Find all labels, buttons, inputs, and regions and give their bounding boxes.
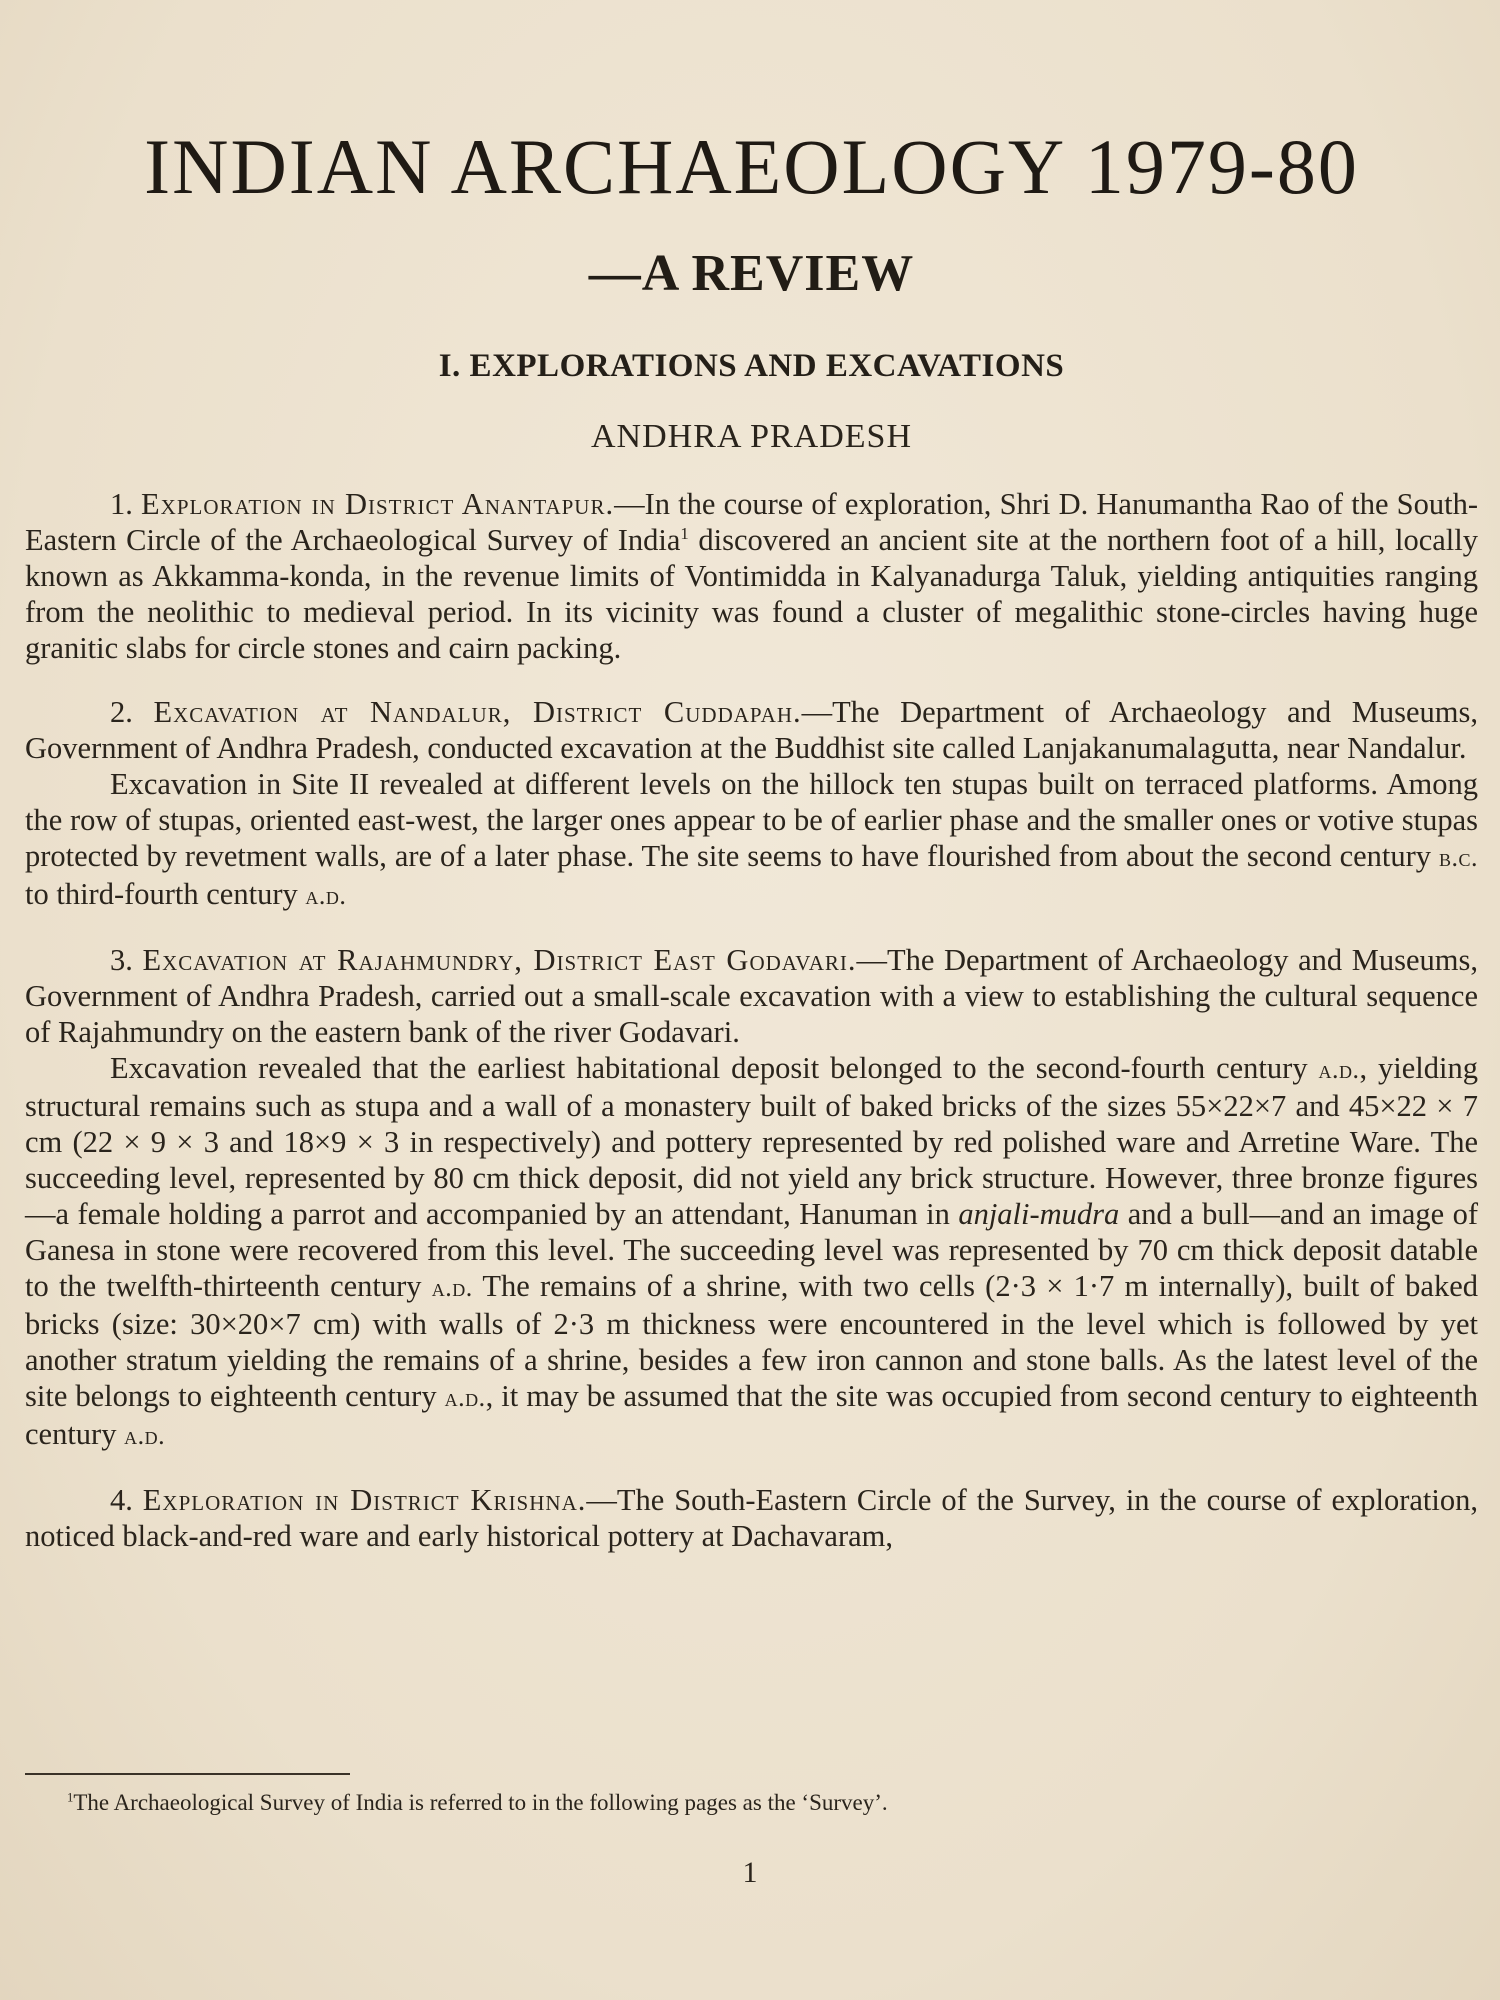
page-subtitle: —A REVIEW — [588, 245, 915, 302]
paragraph-number: 2. — [110, 695, 133, 729]
paragraph-text: , it may be assumed that the site was occupied from second century to eighteenth century — [25, 1379, 1478, 1451]
footnote — [25, 1788, 1478, 1818]
paragraph-text: , yielding structural remains such as stupa and a wall of a monastery built of baked bricks of the sizes 55×22×7 and 45×22 × 7 cm (22 × 9 × 3 and 18×9 × 3 in respectively) and pottery represented by red polished ware and Arretine Ware. The succeeding level, represented by 80 cm thick deposit, did not yield any brick structure. However, three bronze figures—a female holding a parrot and accompanied by an attendant, Hanuman in — [25, 1051, 1478, 1231]
era-label: a.d. — [431, 1273, 473, 1302]
paragraph-text: —The South-Eastern Circle of the Survey, in the course of exploration, noticed black-and-red ware and early historical pottery at Dachavaram, — [25, 1483, 1479, 1553]
italic-term: anjali-mudra — [958, 1197, 1120, 1231]
era-label: b.c. — [1439, 843, 1478, 872]
paragraph-text: Excavation revealed that the earliest habitational deposit belonged to the second-fourth century — [110, 1051, 1319, 1085]
section-heading: I. EXPLORATIONS AND EXCAVATIONS — [438, 348, 1065, 384]
paragraph-text: —The Department of Archaeology and Museums, Government of Andhra Pradesh, conducted excavation at the Buddhist site called Lanjakanumalagutta, near Nandalur. — [25, 695, 1478, 765]
paragraph-2 — [25, 694, 1478, 766]
article-body — [25, 486, 1478, 1554]
paragraph-text: discovered an ancient site at the northern foot of a hill, locally known as Akkamma-konda, in the revenue limits of Vontimidda in Kalyanadurga Taluk, yielding antiquities ranging from the neolithic to medieval period. In its vicinity was found a cluster of megalithic stone-circles having huge granitic slabs for circle stones and cairn packing. — [25, 523, 1478, 665]
paragraph-2-continuation — [25, 766, 1478, 914]
paragraph-number: 3. — [110, 943, 133, 977]
paragraph-text: The remains of a shrine, with two cells (2·3 × 1·7 m internally), built of baked bricks (size: 30×20×7 cm) with walls of 2·3 m thickness were encountered in the level which is followed by yet another stratum yielding the remains of a shrine, besides a few iron cannon and stone balls. As the latest level of the site belongs to eighteenth century — [25, 1269, 1478, 1413]
paragraph-heading: Excavation at Rajahmundry, District East Godavari. — [142, 943, 857, 977]
paragraph-text: and a bull—and an image of Ganesa in stone were recovered from this level. The succeeding level was represented by 70 cm thick deposit datable to the twelfth-thirteenth century — [25, 1197, 1479, 1303]
era-label: a.d. — [305, 881, 347, 910]
era-label: a.d. — [124, 1421, 166, 1450]
page-title: INDIAN ARCHAEOLOGY 1979-80 — [144, 123, 1359, 210]
footnote-divider — [25, 1773, 350, 1775]
era-label: a.d. — [1318, 1055, 1360, 1084]
paragraph-heading: Excavation at Nandalur, District Cuddapah. — [153, 695, 802, 729]
footnote-reference: 1 — [680, 523, 689, 543]
paragraph-text: to third-fourth century — [25, 877, 306, 911]
footnote-marker: 1 — [67, 1790, 74, 1805]
paragraph-text: —The Department of Archaeology and Museums, Government of Andhra Pradesh, carried out a small-scale excavation with a view to establishing the cultural sequence of Rajahmundry on the eastern bank of the river Godavari. — [25, 943, 1478, 1049]
era-label: a.d. — [444, 1383, 486, 1412]
paragraph-4 — [25, 1482, 1478, 1554]
paragraph-text: —In the course of exploration, Shri D. Hanumantha Rao of the South-Eastern Circle of the Archaeological Survey of India — [25, 487, 1478, 557]
paragraph-3 — [25, 942, 1478, 1050]
paragraph-text: Excavation in Site II revealed at different levels on the hillock ten stupas built on terraced platforms. Among the row of stupas, oriented east-west, the larger ones appear to be of earlier phase and the smaller ones or votive stupas protected by revetment walls, are of a later phase. The site seems to have flourished from about the second century — [25, 767, 1478, 873]
paragraph-number: 1. — [110, 487, 133, 521]
paragraph-heading: Exploration in District Anantapur. — [141, 487, 615, 521]
paragraph-number: 4. — [110, 1483, 133, 1517]
paragraph-1 — [25, 486, 1478, 666]
page-number: 1 — [742, 1856, 758, 1889]
paragraph-3-continuation — [25, 1050, 1478, 1454]
footnote-text: The Archaeological Survey of India is referred to in the following pages as the ‘Survey’. — [73, 1790, 888, 1815]
paragraph-heading: Exploration in District Krishna. — [142, 1483, 587, 1517]
state-heading: ANDHRA PRADESH — [591, 418, 912, 455]
